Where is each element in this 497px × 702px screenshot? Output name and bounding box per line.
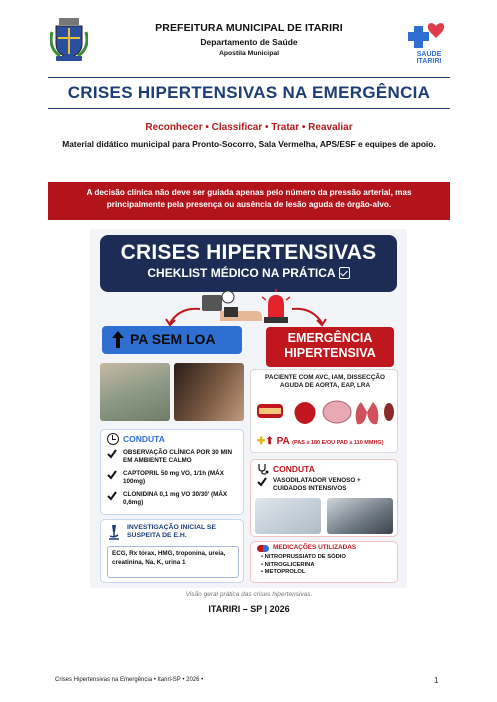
page-number: 1 <box>434 676 439 685</box>
medications-list <box>261 554 346 577</box>
microscope-icon <box>107 524 121 540</box>
footer-text: Crises Hipertensivas na Emergência • Itariri-SP • 2026 • <box>55 677 204 683</box>
svg-text:ITARIRI: ITARIRI <box>416 58 442 64</box>
investigation-title: INVESTIGAÇÃO INICIAL SE SUSPEITA DE E.H. <box>127 524 216 540</box>
svg-text:SAÚDE: SAÚDE <box>416 51 442 58</box>
health-logo-icon <box>408 20 450 64</box>
organ-icons <box>255 396 395 430</box>
poster-subtitle: CHEKLIST MÉDICO NA PRÁTICA <box>147 266 336 280</box>
poster-subtitle-row <box>100 266 397 280</box>
conduta-left-box <box>100 429 244 515</box>
emergency-criteria-box <box>250 369 398 453</box>
pill-icon <box>257 545 269 552</box>
arrow-right-icon <box>290 305 330 327</box>
conduta-right-title: CONDUTA <box>273 464 315 474</box>
emergency-conditions: PACIENTE COM AVC, IAM, DISSECÇÃO AGUDA DE AORTA, EAP, LRA <box>265 374 385 390</box>
checklist-icon <box>339 267 350 279</box>
conduta-item <box>107 470 241 486</box>
conduta-right-box <box>250 459 398 537</box>
check-icon <box>107 491 117 501</box>
document-title: CRISES HIPERTENSIVAS NA EMERGÊNCIA <box>67 83 431 102</box>
conduta-right-item-text: VASODILATADOR VENOSO + CUIDADOS INTENSIVOS <box>273 477 361 492</box>
pa-sem-loa-label: PA SEM LOA <box>130 331 216 347</box>
header-text-block <box>98 22 400 57</box>
pa-threshold: (PAS ≥ 180 E/OU PAD ≥ 110 MMHG) <box>292 440 384 446</box>
plus-icon: ✚ <box>257 436 266 447</box>
conduta-item-text: CAPTOPRIL 50 mg VO, 1/1h (MÁX 100mg) <box>123 470 224 485</box>
medications-title: MEDICAÇÕES UTILIZADAS <box>273 544 357 551</box>
conduta-item <box>107 449 241 465</box>
conduta-item-text: OBSERVAÇÃO CLÍNICA POR 30 MIN EM AMBIENTE CALMO <box>123 449 233 464</box>
up-arrow-icon <box>112 331 124 348</box>
icu-monitor-photo <box>327 498 393 534</box>
municipality-title: PREFEITURA MUNICIPAL DE ITARIRI <box>155 22 343 34</box>
pa-threshold-row <box>257 436 397 447</box>
oral-medication-photo <box>174 363 244 421</box>
investigation-tests: ECG, Rx tórax, HMG, troponina, ureia, creatinina, Na, K, urina 1 <box>107 546 239 578</box>
siren-icon <box>260 289 292 325</box>
medication-item: • NITROPRUSSIATO DE SÓDIO <box>261 554 346 562</box>
check-icon <box>107 449 117 459</box>
figure-caption: Visão geral prática das crises hipertensivas. <box>185 591 313 598</box>
arrow-left-icon <box>162 305 202 327</box>
clock-icon <box>107 433 119 445</box>
patient-resting-photo <box>100 363 170 421</box>
emergency-pill <box>266 327 394 367</box>
conduta-right-item <box>257 477 391 493</box>
description: Material didático municipal para Pronto-Socorro, Sala Vermelha, APS/ESF e equipes de apoio. <box>62 139 436 149</box>
page-header <box>48 16 450 70</box>
up-arrow-icon: ⬆ <box>265 436 274 447</box>
tagline: Reconhecer • Classificar • Tratar • Reavaliar <box>145 122 353 133</box>
alert-banner: A decisão clínica não deve ser guiada apenas pelo número da pressão arterial, mas principalmente pela presença ou ausência de lesão aguda de órgão-alvo. <box>48 182 450 220</box>
stethoscope-icon <box>257 463 269 475</box>
conduta-item <box>107 491 241 507</box>
conduta-item-text: CLONIDINA 0,1 mg VO 30/30' (MÁX 0,6mg) <box>123 491 228 506</box>
municipal-crest-icon <box>50 18 88 62</box>
medication-item: • METOPROLOL <box>261 569 346 577</box>
poster-title: CRISES HIPERTENSIVAS <box>120 241 377 264</box>
infographic-poster <box>90 229 407 588</box>
medication-item: • NITROGLICERINA <box>261 562 346 570</box>
city-year: ITARIRI – SP | 2026 <box>208 604 290 614</box>
document-type: Apostila Municipal <box>218 50 280 57</box>
pa-sem-loa-pill <box>102 326 242 354</box>
check-icon <box>257 477 267 487</box>
blood-pressure-monitor-icon <box>198 289 264 327</box>
pa-label: PA <box>276 436 290 447</box>
check-icon <box>107 470 117 480</box>
title-divider <box>48 108 450 109</box>
medications-box <box>250 541 398 583</box>
department-name: Departamento de Saúde <box>200 37 298 47</box>
investigation-box <box>100 519 244 583</box>
poster-banner <box>100 235 397 292</box>
iv-access-photo <box>255 498 321 534</box>
header-divider <box>48 77 450 78</box>
conduta-left-title: CONDUTA <box>123 434 165 444</box>
emergency-pill-line1: EMERGÊNCIA <box>287 331 373 345</box>
emergency-pill-line2: HIPERTENSIVA <box>284 346 376 360</box>
